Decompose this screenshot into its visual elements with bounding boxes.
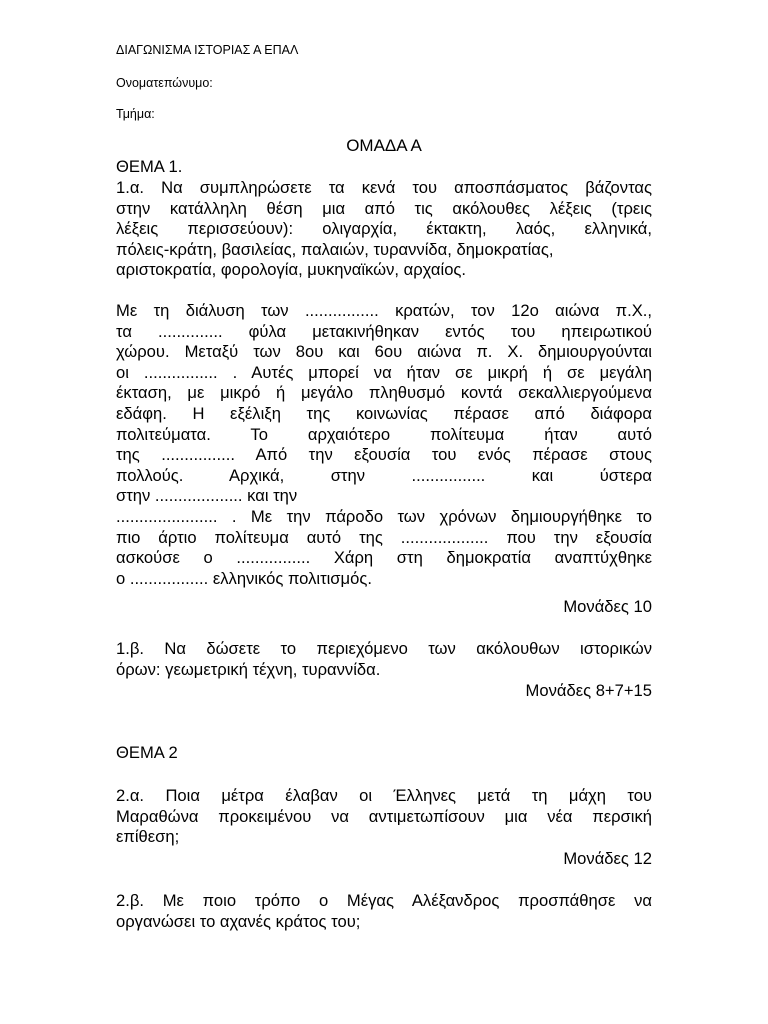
passage	[116, 301, 652, 589]
q1a-line: στην κατάλληλη θέση μια από τις ακόλουθες λέξεις (τρεις	[116, 198, 652, 218]
q1a-line: 1.α. Να συμπληρώσετε τα κενά του αποσπάσματος βάζοντας	[116, 178, 652, 197]
exam-title: ΔΙΑΓΩΝΙΣΜΑ ΙΣΤΟΡΙΑΣ Α ΕΠΑΛ	[116, 43, 299, 57]
q1a-line: αριστοκρατία, φορολογία, μυκηναϊκών, αρχαίος.	[116, 260, 467, 280]
class-label: Τμήμα:	[116, 107, 155, 121]
group-title: ΟΜΑΔΑ Α	[346, 136, 422, 155]
passage-line: χώρου. Μεταξύ των 8ου και 6ου αιώνα π. Χ. δημιουργούνται	[116, 342, 652, 362]
passage-line: ο ................. ελληνικός πολιτισμός.	[116, 568, 372, 588]
passage-line: οι ................ . Αυτές μπορεί να ήταν σε μικρή ή σε μεγάλη	[116, 362, 652, 382]
q1b-points: Μονάδες 8+7+15	[525, 681, 652, 700]
passage-line: έκταση, με μικρό ή μεγάλο πληθυσμό κοντά σεκαλλιεργούμενα	[116, 383, 652, 403]
q2a-line: 2.α. Ποια μέτρα έλαβαν οι Έλληνες μετά τη μάχη του	[116, 786, 652, 805]
q2b-line: 2.β. Με ποιο τρόπο ο Μέγας Αλέξανδρος προσπάθησε να	[116, 891, 652, 910]
passage-line: Με τη διάλυση των ................ κρατών, τον 12ο αιώνα π.Χ.,	[116, 301, 652, 320]
question-1b	[116, 639, 652, 680]
q1b-line: όρων: γεωμετρική τέχνη, τυραννίδα.	[116, 659, 381, 679]
q2a-points: Μονάδες 12	[563, 849, 652, 868]
passage-line: ασκούσε ο ................ Χάρη στη δημοκρατία αναπτύχθηκε	[116, 548, 652, 568]
passage-line: ...................... . Με την πάροδο των χρόνων δημιουργήθηκε το	[116, 506, 652, 526]
q1a-points: Μονάδες 10	[563, 597, 652, 616]
q2b-line: οργανώσει το αχανές κράτος του;	[116, 911, 361, 931]
question-2b	[116, 891, 652, 932]
name-label: Ονοματεπώνυμο:	[116, 76, 213, 90]
q1a-line: πόλεις-κράτη, βασιλείας, παλαιών, τυραννίδα, δημοκρατίας,	[116, 239, 554, 259]
question-1a	[116, 178, 652, 281]
passage-line: τα .............. φύλα μετακινήθηκαν εντός του ηπειρωτικού	[116, 321, 652, 341]
passage-line: εδάφη. Η εξέλιξη της κοινωνίας πέρασε από διάφορα	[116, 403, 652, 423]
passage-line: της ................ Από την εξουσία του ενός πέρασε στους	[116, 445, 652, 465]
q2a-line: Μαραθώνα προκειμένου να αντιμετωπίσουν μια νέα περσική	[116, 806, 652, 826]
passage-line: στην ................... και την	[116, 486, 298, 506]
q1b-line: 1.β. Να δώσετε το περιεχόμενο των ακόλουθων ιστορικών	[116, 639, 652, 658]
passage-line: πιο άρτιο πολίτευμα αυτό της ................... που την εξουσία	[116, 527, 652, 547]
theme1-title: ΘΕΜΑ 1.	[116, 157, 183, 176]
q2a-line: επίθεση;	[116, 827, 180, 847]
passage-line: πολιτεύματα. Το αρχαιότερο πολίτευμα ήταν αυτό	[116, 424, 652, 444]
theme2-title: ΘΕΜΑ 2	[116, 743, 178, 762]
passage-line: πολλούς. Αρχικά, στην ................ και ύστερα	[116, 465, 652, 485]
question-2a	[116, 786, 652, 848]
q1a-line: λέξεις περισσεύουν): ολιγαρχία, έκτακτη, λαός, ελληνικά,	[116, 219, 652, 239]
